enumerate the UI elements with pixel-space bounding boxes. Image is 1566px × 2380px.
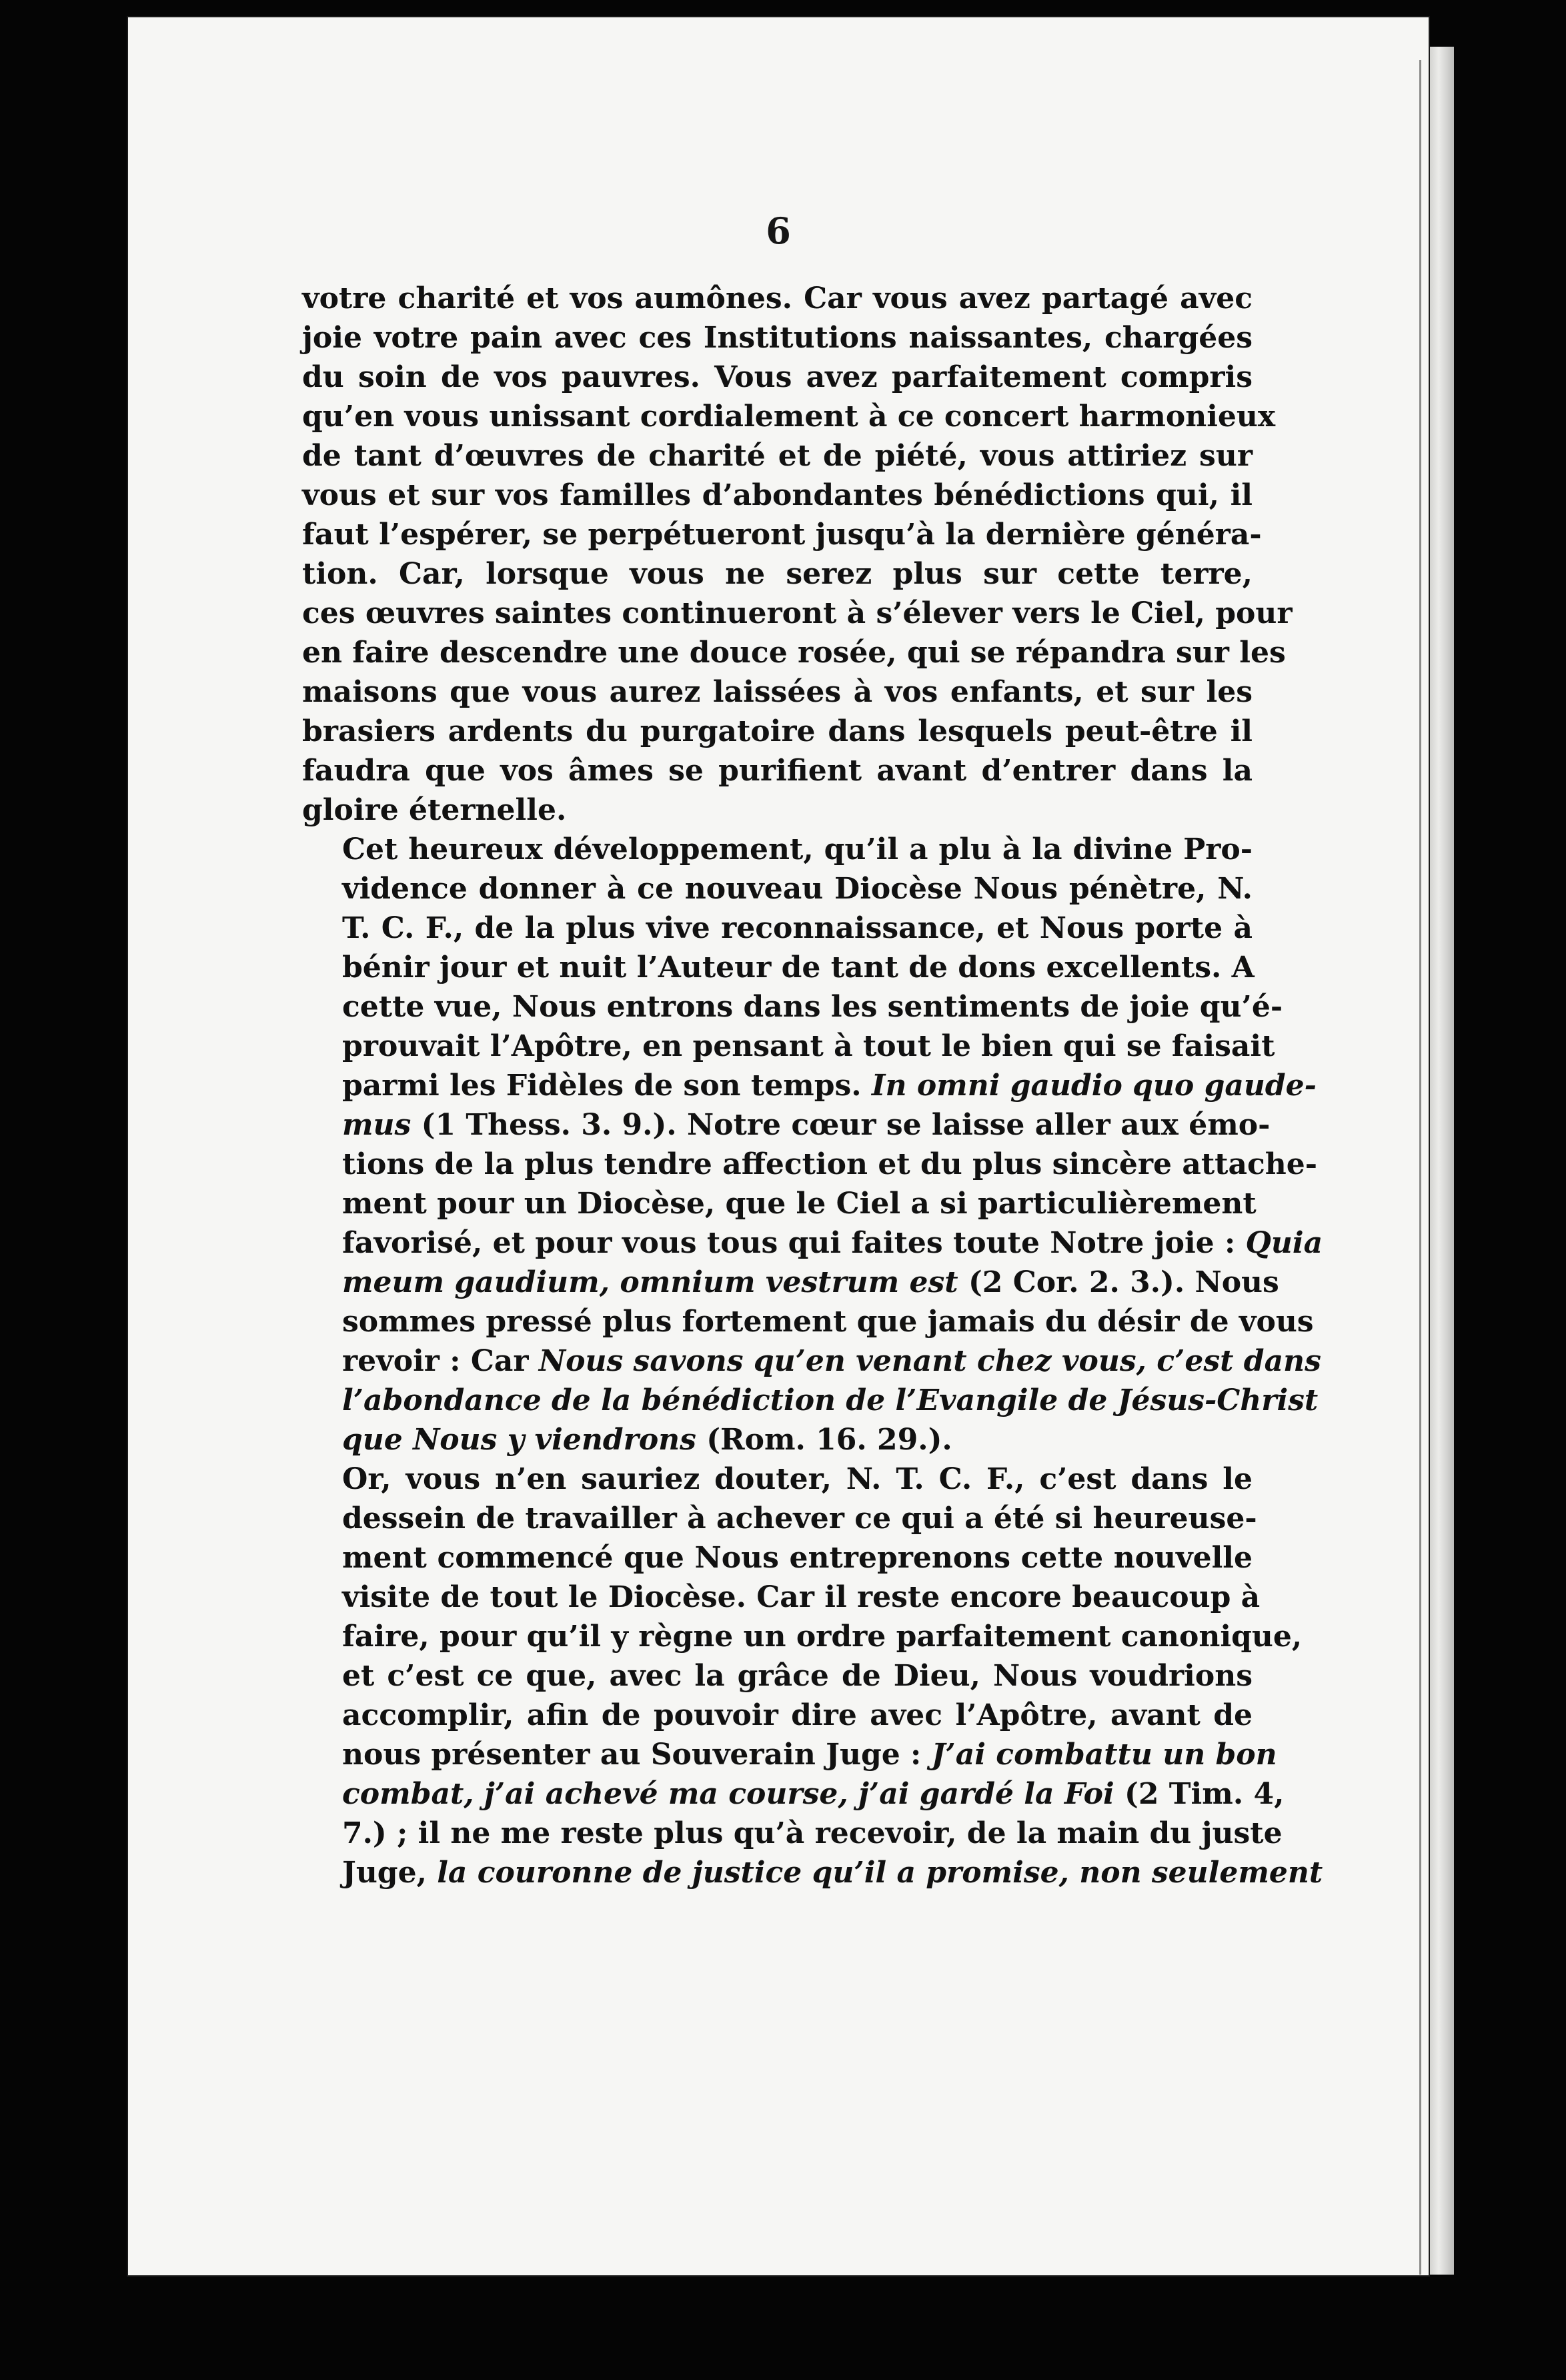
text-line [302, 1538, 1253, 1578]
italic-segment: In omni gaudio quo gaude- [871, 1069, 1317, 1103]
text-segment: ces œuvres saintes continueront à s’élever vers le Ciel, pour [302, 596, 1293, 630]
italic-segment: J’ai combattu un bon [931, 1738, 1277, 1772]
text-segment: du soin de vos pauvres. Vous avez parfaitement compris [302, 360, 1253, 394]
text-line [302, 751, 1253, 790]
text-segment: visite de tout le Diocèse. Car il reste encore beaucoup à [342, 1580, 1261, 1614]
text-segment: (2 Tim. 4, [1114, 1777, 1285, 1811]
text-segment: parmi les Fidèles de son temps. [342, 1069, 872, 1103]
text-line [302, 1145, 1318, 1184]
text-segment: vidence donner à ce nouveau Diocèse Nous pénètre, N. [342, 872, 1253, 906]
text-segment: revoir : Car [342, 1344, 539, 1378]
text-segment: gloire éternelle. [302, 793, 567, 827]
text-segment: Or, vous n’en sauriez douter, N. T. C. F., c’est dans le [342, 1462, 1253, 1496]
text-line [302, 712, 1253, 751]
text-line [302, 1066, 1317, 1105]
text-line [302, 476, 1253, 515]
italic-segment: combat, j’ai achevé ma course, j’ai gardé la Foi [342, 1777, 1114, 1811]
text-segment: Juge, [342, 1856, 438, 1890]
text-line [302, 1499, 1257, 1538]
text-segment: faire, pour qu’il y règne un ordre parfaitement canonique, [342, 1620, 1303, 1654]
text-line [302, 1656, 1253, 1696]
text-line [302, 1027, 1275, 1066]
text-segment: Cet heureux développement, qu’il a plu à la divine Pro- [342, 832, 1253, 866]
text-line [302, 318, 1253, 358]
text-line [302, 790, 1253, 830]
text-segment: cette vue, Nous entrons dans les sentiments de joie qu’é- [342, 990, 1283, 1024]
page-fold-line [1419, 60, 1421, 2275]
text-segment: tions de la plus tendre affection et du plus sincère attache- [342, 1147, 1318, 1181]
text-segment: (1 Thess. 3. 9.). Notre cœur se laisse aller aux émo- [411, 1108, 1271, 1142]
text-segment: brasiers ardents du purgatoire dans lesquels peut-être il [302, 714, 1253, 748]
text-line [302, 279, 1253, 318]
text-line [302, 1420, 1253, 1459]
text-segment: T. C. F., de la plus vive reconnaissance, et Nous porte à [342, 911, 1253, 945]
text-line [302, 1735, 1277, 1774]
text-line [302, 1696, 1253, 1735]
text-line [302, 554, 1253, 594]
text-segment: vous et sur vos familles d’abondantes bénédictions qui, il [302, 478, 1253, 512]
text-segment: bénir jour et nuit l’Auteur de tant de dons excellents. A [342, 951, 1255, 985]
text-segment: dessein de travailler à achever ce qui a été si heureuse- [342, 1502, 1257, 1536]
text-segment: en faire descendre une douce rosée, qui se répandra sur les [302, 636, 1286, 670]
text-segment: ment pour un Diocèse, que le Ciel a si particulièrement [342, 1187, 1257, 1221]
text-segment: ment commencé que Nous entreprenons cette nouvelle [342, 1541, 1253, 1575]
text-segment: nous présenter au Souverain Juge : [342, 1738, 932, 1772]
text-line [302, 1617, 1303, 1656]
text-line [302, 1341, 1321, 1381]
text-line [302, 633, 1286, 672]
text-line [302, 1105, 1271, 1145]
paragraph-1 [302, 279, 1293, 830]
page-edge [1429, 47, 1454, 2275]
text-line [302, 515, 1262, 554]
text-line [302, 948, 1253, 987]
text-line [302, 1853, 1323, 1892]
text-segment: favorisé, et pour vous tous qui faites toute Notre joie : [342, 1226, 1246, 1260]
text-line [302, 672, 1253, 712]
text-line [302, 1578, 1261, 1617]
paragraph-3 [302, 1459, 1323, 1892]
text-line [302, 1459, 1253, 1499]
italic-segment: Quia [1245, 1226, 1323, 1260]
text-line [302, 1263, 1279, 1302]
italic-segment: que Nous y viendrons [342, 1423, 696, 1457]
text-line [302, 909, 1253, 948]
page-number: 6 [766, 209, 791, 252]
italic-segment: l’abondance de la bénédiction de l’Evangile de Jésus-Christ [342, 1383, 1319, 1417]
text-segment: faudra que vos âmes se purifient avant d’entrer dans la [302, 754, 1253, 788]
text-segment: prouvait l’Apôtre, en pensant à tout le bien qui se faisait [342, 1029, 1275, 1063]
text-line [302, 397, 1276, 436]
text-segment: de tant d’œuvres de charité et de piété, vous attiriez sur [302, 439, 1253, 473]
text-line [302, 1302, 1314, 1341]
text-segment: (Rom. 16. 29.). [696, 1423, 952, 1457]
text-segment: votre charité et vos aumônes. Car vous avez partagé avec [302, 281, 1253, 316]
text-line [302, 1774, 1285, 1814]
text-segment: et c’est ce que, avec la grâce de Dieu, Nous voudrions [342, 1659, 1253, 1693]
text-segment: faut l’espérer, se perpétueront jusqu’à la dernière généra- [302, 518, 1262, 552]
body-text [302, 279, 1323, 1892]
text-segment: tion. Car, lorsque vous ne serez plus sur cette terre, [302, 557, 1253, 591]
text-line [302, 830, 1253, 869]
italic-segment: mus [342, 1108, 412, 1142]
text-segment: 7.) ; il ne me reste plus qu’à recevoir, de la main du juste [342, 1816, 1283, 1850]
text-line [302, 594, 1293, 633]
text-line [302, 987, 1283, 1027]
text-line [302, 869, 1253, 909]
italic-segment: la couronne de justice qu’il a promise, non seulement [437, 1856, 1323, 1890]
paragraph-2 [302, 830, 1323, 1459]
text-segment: (2 Cor. 2. 3.). Nous [958, 1265, 1279, 1299]
text-line [302, 1223, 1323, 1263]
text-line [302, 1381, 1319, 1420]
text-segment: qu’en vous unissant cordialement à ce concert harmonieux [302, 400, 1276, 434]
italic-segment: Nous savons qu’en venant chez vous, c’est dans [538, 1344, 1321, 1378]
text-line [302, 1184, 1257, 1223]
text-segment: accomplir, afin de pouvoir dire avec l’Apôtre, avant de [342, 1698, 1253, 1732]
text-segment: maisons que vous aurez laissées à vos enfants, et sur les [302, 675, 1253, 709]
text-line [302, 1814, 1283, 1853]
text-segment: joie votre pain avec ces Institutions naissantes, chargées [302, 321, 1253, 355]
italic-segment: meum gaudium, omnium vestrum est [342, 1265, 958, 1299]
text-line [302, 358, 1253, 397]
text-line [302, 436, 1253, 476]
text-segment: sommes pressé plus fortement que jamais du désir de vous [342, 1305, 1314, 1339]
